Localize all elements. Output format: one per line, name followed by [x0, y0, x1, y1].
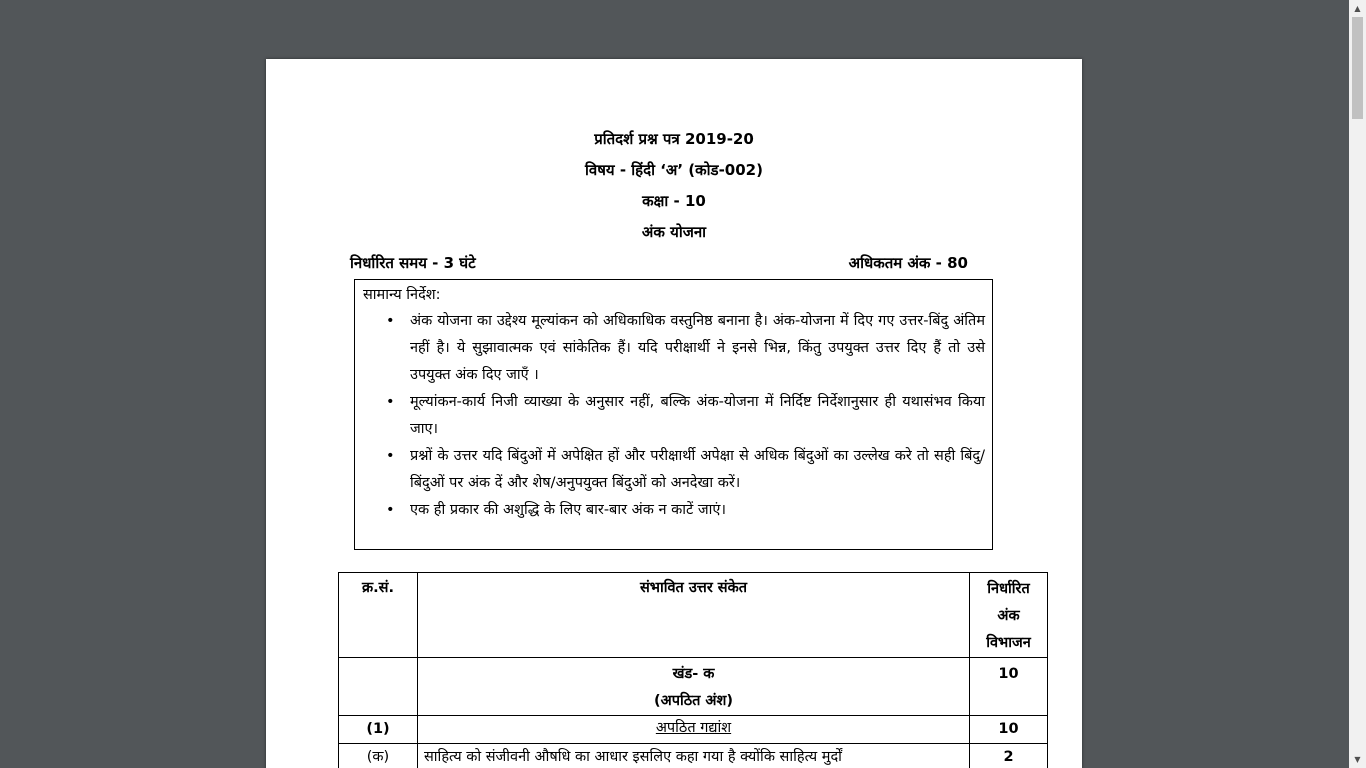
class-line: कक्षा - 10 — [642, 192, 706, 210]
table-row — [339, 658, 1048, 716]
row-marks: 10 — [998, 721, 1019, 737]
table-header-row — [339, 573, 1048, 658]
scroll-up-arrow-icon[interactable]: ▲ — [1354, 4, 1361, 13]
instruction-item: • प्रश्नों के उत्तर यदि बिंदुओं में अपेक्षित हों और परीक्षार्थी अपेक्षा से अधिक बिंदुओं का उल्लेख करे तो सही बिंदु/बिंदुओं पर अंक दें और शेष/अनुपयुक्त बिंदुओं को अनदेखा करें। — [410, 443, 985, 497]
row-marks: 10 — [998, 666, 1019, 682]
row-serial: (क) — [366, 749, 390, 765]
scrollbar-thumb[interactable] — [1352, 17, 1363, 119]
instructions-box — [354, 279, 993, 550]
table-row — [339, 716, 1048, 744]
answer-text: साहित्य को संजीवनी औषधि का आधार इसलिए कहा गया है क्योंकि साहित्य मुर्दों — [424, 749, 842, 765]
table-row — [339, 744, 1048, 768]
row-marks: 2 — [1003, 749, 1014, 765]
scroll-down-arrow-icon[interactable]: ▼ — [1354, 755, 1361, 764]
document-page — [266, 59, 1082, 768]
time-allowed: निर्धारित समय - 3 घंटे — [350, 254, 476, 272]
vertical-scrollbar[interactable] — [1349, 0, 1366, 768]
scheme-heading: अंक योजना — [641, 223, 707, 241]
maximum-marks: अधिकतम अंक - 80 — [848, 254, 968, 272]
instruction-item: • एक ही प्रकार की अशुद्धि के लिए बार-बार अंक न काटें जाएं। — [410, 497, 985, 524]
section-title: खंड- क — [672, 666, 715, 682]
header-answer: संभावित उत्तर संकेत — [639, 580, 748, 596]
marking-scheme-table — [338, 572, 1048, 768]
header-serial: क्र.सं. — [362, 580, 394, 596]
instructions-title: सामान्य निर्देश: — [363, 287, 441, 303]
section-subtitle: (अपठित अंश) — [654, 693, 733, 709]
document-title: प्रतिदर्श प्रश्न पत्र 2019-20 — [594, 130, 754, 148]
instruction-item: • अंक योजना का उद्देश्य मूल्यांकन को अधिकाधिक वस्तुनिष्ठ बनाना है। अंक-योजना में दिए गए उत्तर-बिंदु अंतिम नहीं है। ये सुझावात्मक एवं सांकेतिक हैं। यदि परीक्षार्थी ने इनसे भिन्न, किंतु उपयुक्त उत्तर दिए हैं तो उसे उपयुक्त अंक दिए जाएँ । — [410, 308, 985, 389]
row-serial: (1) — [366, 721, 390, 737]
instruction-item: • मूल्यांकन-कार्य निजी व्याख्या के अनुसार नहीं, बल्कि अंक-योजना में निर्दिष्ट निर्देशानुसार ही यथासंभव किया जाए। — [410, 389, 985, 443]
header-marks: निर्धारित अंक विभाजन — [986, 581, 1031, 651]
subject-line: विषय - हिंदी ‘अ’ (कोड-002) — [585, 161, 763, 179]
passage-heading: अपठित गद्यांश — [655, 720, 732, 736]
instructions-list — [410, 308, 985, 524]
